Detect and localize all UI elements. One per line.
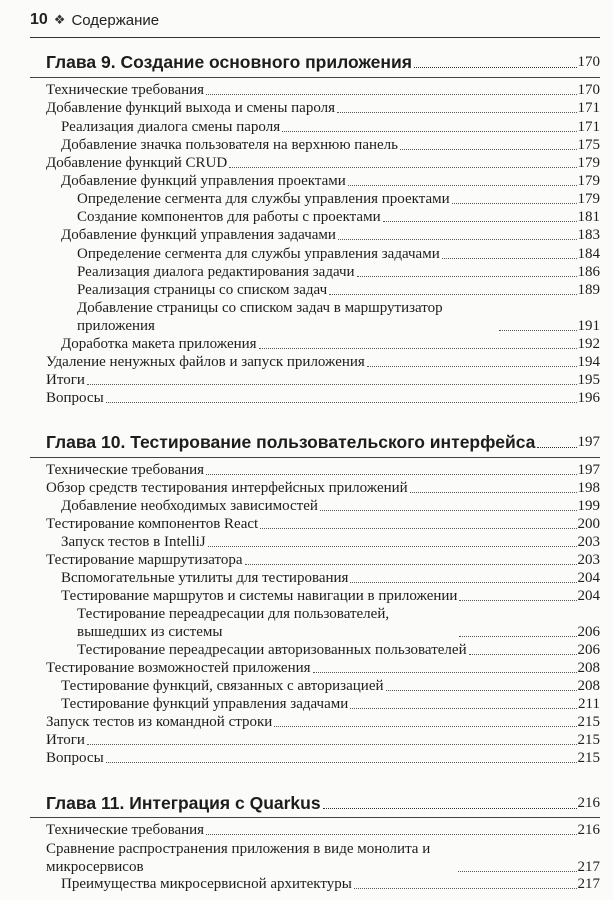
entry-title: Реализация диалога редактирования задачи xyxy=(77,264,355,280)
leader-dots xyxy=(206,94,576,95)
entry-page: 197 xyxy=(577,462,600,478)
toc-entry[interactable] xyxy=(46,732,600,749)
leader-dots xyxy=(106,402,577,403)
leader-dots xyxy=(452,203,577,204)
entry-page: 199 xyxy=(577,498,600,514)
toc-entry[interactable] xyxy=(61,119,600,136)
chapter-divider xyxy=(30,77,600,78)
leader-dots xyxy=(410,492,577,493)
leader-dots xyxy=(208,546,577,547)
entry-page: 194 xyxy=(577,354,600,370)
leader-dots xyxy=(206,834,576,835)
toc-entry[interactable] xyxy=(46,354,600,371)
toc-entry[interactable] xyxy=(77,264,600,281)
entry-page: 170 xyxy=(577,82,600,98)
entry-page: 204 xyxy=(577,588,600,604)
entry-page: 204 xyxy=(577,570,600,586)
entry-page: 211 xyxy=(578,696,600,712)
leader-dots xyxy=(386,690,577,691)
entry-page: 195 xyxy=(577,372,600,388)
toc-entry[interactable] xyxy=(77,191,600,208)
leader-dots xyxy=(354,888,577,889)
leader-dots xyxy=(245,564,577,565)
toc-entry[interactable] xyxy=(46,552,600,569)
leader-dots xyxy=(260,528,576,529)
leader-dots xyxy=(206,474,576,475)
chapter-10-heading[interactable] xyxy=(46,432,600,452)
toc-entry[interactable] xyxy=(77,642,600,659)
leader-dots xyxy=(367,366,577,367)
toc-entry[interactable] xyxy=(61,696,600,713)
entry-page: 203 xyxy=(577,534,600,550)
entry-title: Технические требования xyxy=(46,462,205,478)
chapter-title: Глава 9. Создание основного приложения xyxy=(46,52,412,72)
entry-page: 179 xyxy=(577,155,600,171)
leader-dots xyxy=(459,600,576,601)
toc-entry[interactable] xyxy=(46,372,600,389)
running-header xyxy=(30,11,159,29)
leader-dots xyxy=(499,330,577,331)
toc-entry[interactable] xyxy=(77,246,600,263)
entry-title: Тестирование возможностей приложения xyxy=(46,660,311,676)
leader-dots xyxy=(229,167,576,168)
leader-dots xyxy=(337,112,576,113)
leader-dots xyxy=(442,258,577,259)
chapter-title: Глава 11. Интеграция с Quarkus xyxy=(46,793,321,813)
entry-title: Определение сегмента для службы управления проектами xyxy=(77,191,450,207)
leader-dots xyxy=(338,239,577,240)
toc-entry[interactable] xyxy=(77,299,600,335)
header-divider xyxy=(30,37,600,38)
leader-dots xyxy=(400,149,576,150)
entry-title: Запуск тестов из командной строки xyxy=(46,714,273,730)
entry-title: Добавление необходимых зависимостей xyxy=(61,498,318,514)
toc-entry[interactable] xyxy=(46,155,600,172)
entry-page: 175 xyxy=(577,137,600,153)
entry-page: 179 xyxy=(577,173,600,189)
toc-entry[interactable] xyxy=(77,605,600,641)
toc-entry[interactable] xyxy=(77,209,600,226)
entry-title: Итоги xyxy=(46,732,85,748)
entry-title: Итоги xyxy=(46,372,85,388)
toc-entry[interactable] xyxy=(61,137,600,154)
leader-dots xyxy=(357,276,577,277)
entry-title: Тестирование переадресации авторизованных пользователей xyxy=(77,642,467,658)
header-page-number: 10 xyxy=(30,11,48,28)
entry-title: Тестирование маршрутов и системы навигации в приложении xyxy=(61,588,458,604)
leader-dots xyxy=(323,808,577,809)
entry-title: Тестирование маршрутизатора xyxy=(46,552,243,568)
toc-entry[interactable] xyxy=(46,660,600,677)
entry-page: 171 xyxy=(577,119,600,135)
entry-page: 196 xyxy=(577,390,600,406)
entry-page: 171 xyxy=(577,100,600,116)
toc-entry[interactable] xyxy=(61,570,600,587)
toc-entry[interactable] xyxy=(46,390,600,407)
leader-dots xyxy=(259,348,577,349)
entry-title: Реализация диалога смены пароля xyxy=(61,119,281,135)
entry-page: 186 xyxy=(577,264,600,280)
toc-entry[interactable] xyxy=(61,336,600,353)
leader-dots xyxy=(350,582,576,583)
chapter-9-heading[interactable] xyxy=(46,52,600,72)
toc-entry[interactable] xyxy=(77,282,600,299)
entry-title: Добавление функций выхода и смены пароля xyxy=(46,100,336,116)
entry-title: Вопросы xyxy=(46,390,104,406)
chapter-page: 170 xyxy=(577,54,600,70)
entry-page: 206 xyxy=(577,642,600,658)
entry-page: 203 xyxy=(577,552,600,568)
leader-dots xyxy=(87,744,577,745)
chapter-divider xyxy=(30,457,600,458)
entry-title: Создание компонентов для работы с проектами xyxy=(77,209,381,225)
toc-entry[interactable] xyxy=(46,822,600,839)
entry-page: 192 xyxy=(577,336,600,352)
leader-dots xyxy=(350,708,577,709)
entry-page: 208 xyxy=(577,660,600,676)
entry-title: Добавление функций управления задачами xyxy=(61,227,336,243)
leader-dots xyxy=(282,131,576,132)
chapter-11-heading[interactable] xyxy=(46,793,600,813)
entry-page: 206 xyxy=(577,624,600,640)
entry-page: 215 xyxy=(577,750,600,766)
header-section-title: Содержание xyxy=(71,11,160,29)
entry-title: Запуск тестов в IntelliJ xyxy=(61,534,206,550)
toc-entry[interactable] xyxy=(46,840,600,876)
toc-entry[interactable] xyxy=(61,498,600,515)
entry-title: Добавление функций управления проектами xyxy=(61,173,346,189)
entry-title: Технические требования xyxy=(46,82,205,98)
entry-page: 181 xyxy=(577,209,600,225)
entry-title: Добавление значка пользователя на верхнюю панель xyxy=(61,137,399,153)
toc-entry[interactable] xyxy=(46,714,600,731)
diamond-ornament-icon: ❖ xyxy=(53,12,66,27)
leader-dots xyxy=(329,294,576,295)
entry-title: Тестирование компонентов React xyxy=(46,516,259,532)
entry-title: Обзор средств тестирования интерфейсных приложений xyxy=(46,480,408,496)
toc-entry[interactable] xyxy=(46,462,600,479)
entry-title: Добавление функций CRUD xyxy=(46,155,228,171)
entry-title: Определение сегмента для службы управления задачами xyxy=(77,246,440,262)
leader-dots xyxy=(348,185,577,186)
entry-title: Тестирование функций управления задачами xyxy=(61,696,349,712)
leader-dots xyxy=(383,221,577,222)
entry-title: Вопросы xyxy=(46,750,104,766)
chapter-title: Глава 10. Тестирование пользовательского интерфейса xyxy=(46,432,536,452)
chapter-page: 197 xyxy=(577,434,600,450)
leader-dots xyxy=(320,510,577,511)
entry-page: 200 xyxy=(577,516,600,532)
chapter-page: 216 xyxy=(577,795,600,811)
entry-title: Добавление страницы со списком задач в маршрутизатор приложения xyxy=(77,300,443,334)
entry-title: Тестирование функций, связанных с авторизацией xyxy=(61,678,384,694)
leader-dots xyxy=(537,447,576,448)
entry-page: 208 xyxy=(577,678,600,694)
toc-entry[interactable] xyxy=(61,534,600,551)
entry-page: 215 xyxy=(577,714,600,730)
entry-page: 217 xyxy=(577,876,600,892)
toc-entry[interactable] xyxy=(61,876,600,893)
entry-title: Реализация страницы со списком задач xyxy=(77,282,328,298)
entry-title: Удаление ненужных файлов и запуск приложения xyxy=(46,354,365,370)
toc-entry[interactable] xyxy=(61,588,600,605)
leader-dots xyxy=(459,636,577,637)
entry-title: Тестирование переадресации для пользователей, вышедших из системы xyxy=(77,606,390,640)
entry-title: Доработка макета приложения xyxy=(61,336,257,352)
toc-entry[interactable] xyxy=(46,516,600,533)
entry-title: Преимущества микросервисной архитектуры xyxy=(61,876,352,892)
entry-title: Технические требования xyxy=(46,822,205,838)
entry-title: Вспомогательные утилиты для тестирования xyxy=(61,570,349,586)
entry-page: 216 xyxy=(577,822,600,838)
entry-page: 215 xyxy=(577,732,600,748)
toc-entry[interactable] xyxy=(46,100,600,117)
toc-entry[interactable] xyxy=(46,480,600,497)
leader-dots xyxy=(274,726,576,727)
entry-page: 191 xyxy=(577,318,600,334)
leader-dots xyxy=(313,672,577,673)
toc-entry[interactable] xyxy=(46,82,600,99)
toc-entry[interactable] xyxy=(61,173,600,190)
chapter-divider xyxy=(30,817,600,818)
entry-page: 217 xyxy=(577,859,600,875)
toc-entry[interactable] xyxy=(46,750,600,767)
leader-dots xyxy=(106,762,577,763)
leader-dots xyxy=(87,384,577,385)
entry-page: 184 xyxy=(577,246,600,262)
entry-title: Сравнение распространения приложения в виде монолита и микросервисов xyxy=(46,841,431,875)
toc-entry[interactable] xyxy=(61,678,600,695)
entry-page: 183 xyxy=(577,227,600,243)
entry-page: 189 xyxy=(577,282,600,298)
toc-entry[interactable] xyxy=(61,227,600,244)
leader-dots xyxy=(458,871,577,872)
leader-dots xyxy=(414,67,577,68)
entry-page: 198 xyxy=(577,480,600,496)
entry-page: 179 xyxy=(577,191,600,207)
leader-dots xyxy=(469,654,577,655)
